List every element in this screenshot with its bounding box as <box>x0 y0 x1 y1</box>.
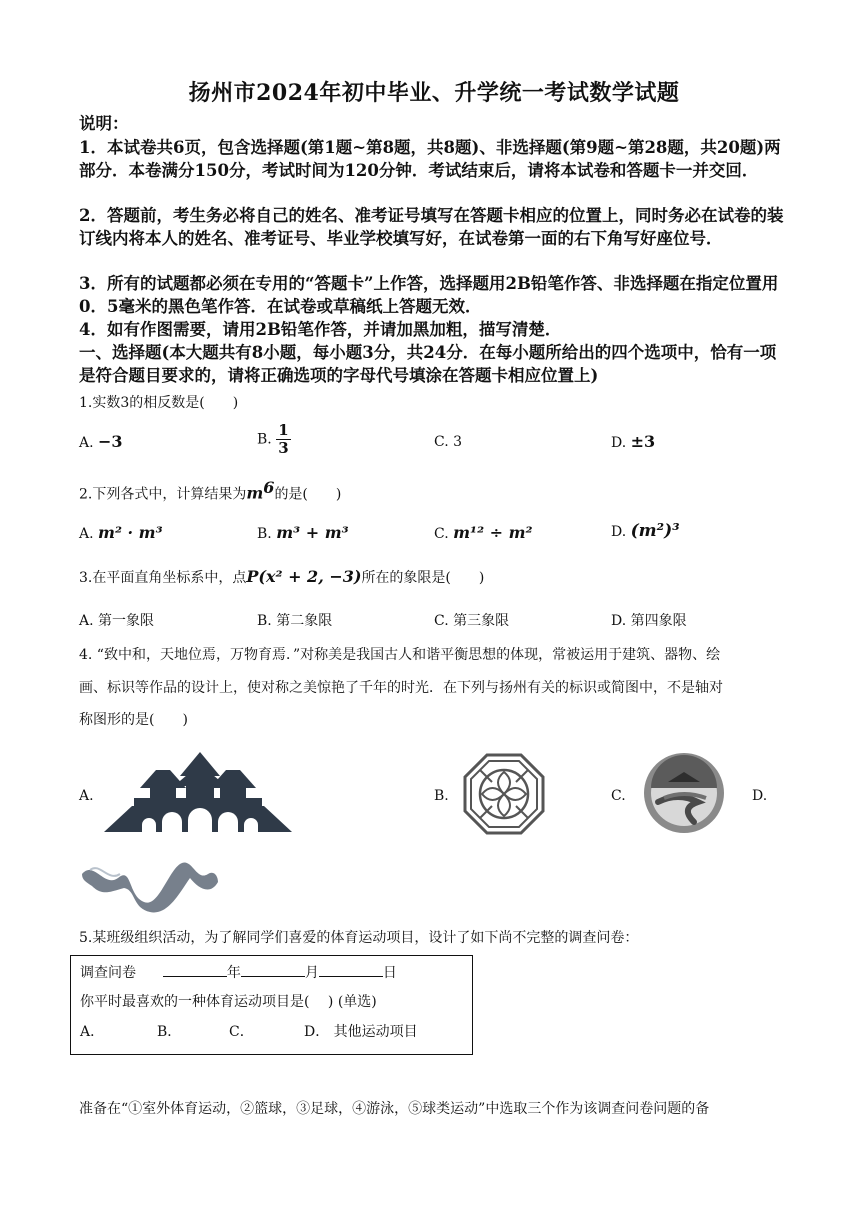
blank-day <box>319 962 383 977</box>
label-day: 日 <box>382 965 397 981</box>
q1-option-c: C. 3 <box>434 434 463 450</box>
survey-option-c: C． <box>229 1024 254 1040</box>
q1-option-a <box>79 432 123 451</box>
octagon-window-figure <box>462 752 546 836</box>
q1-option-d <box>611 432 655 451</box>
q3-stem-post: 所在的象限是( ) <box>361 570 485 586</box>
q1-d-value: ±3 <box>630 432 656 451</box>
survey-box <box>70 955 473 1055</box>
q3-stem <box>79 567 484 588</box>
circular-emblem-figure <box>638 750 730 836</box>
survey-option-b: B． <box>157 1024 182 1040</box>
q3-option-a: A. 第一象限 <box>79 613 155 629</box>
note-3: 3．所有的试题都必须在专用的“答题卡”上作答，选择题用2B铅笔作答、非选择题在指定位置用0．5毫米的黑色笔作答．在试卷或草稿纸上答题无效． <box>79 274 779 316</box>
q2-d-label: D. <box>611 524 627 540</box>
q1-option-b <box>257 422 291 457</box>
survey-option-a: A． <box>80 1024 105 1040</box>
q1-b-numerator: 1 <box>278 421 289 439</box>
q3-option-c: C. 第三象限 <box>434 613 510 629</box>
q2-a-label: A. <box>79 526 94 542</box>
note-2: 2．答题前，考生务必将自己的姓名、准考证号填写在答题卡相应的位置上，同时务必在试卷的装订线内将本人的姓名、准考证号、毕业学校填写好，在试卷第一面的右下角写好座位号． <box>79 206 784 248</box>
blank-month <box>241 962 305 977</box>
q2-c-label: C. <box>434 526 449 542</box>
q3-option-b: B. 第二象限 <box>257 613 333 629</box>
q2-stem <box>79 478 341 505</box>
q1-a-label: A. <box>79 435 94 451</box>
q3-stem-pre: 3.在平面直角坐标系中，点 <box>79 570 247 586</box>
survey-option-d: D． 其他运动项目 <box>304 1024 418 1040</box>
q4-option-b-label: B. <box>434 788 449 804</box>
q4-option-a-label: A. <box>79 788 94 804</box>
q3-stem-math: P(x² + 2, −3) <box>246 567 362 586</box>
blank-year <box>163 962 227 977</box>
page-title: 扬州市2024年初中毕业、升学统一考试数学试题 <box>188 80 680 106</box>
q2-option-d <box>611 521 680 541</box>
q2-d-value: (m²)³ <box>630 521 680 541</box>
q2-stem-exp: 6 <box>263 478 275 497</box>
q1-b-fraction <box>276 422 290 457</box>
q1-d-label: D. <box>611 435 627 451</box>
q5-bottom-line: 准备在“①室外体育运动，②篮球，③足球，④游泳，⑤球类运动”中选取三个作为该调查问卷问题的备 <box>79 1101 710 1117</box>
label-year: 年 <box>226 965 241 981</box>
q5-stem: 5.某班级组织活动，为了解同学们喜爱的体育运动项目，设计了如下尚不完整的调查问卷： <box>79 930 639 946</box>
q2-option-c <box>434 523 533 542</box>
survey-header <box>80 962 397 983</box>
q1-b-label: B. <box>257 431 272 448</box>
q2-c-value: m¹² ÷ m² <box>453 523 533 542</box>
q1-b-denominator: 3 <box>278 439 289 457</box>
label-month: 月 <box>304 965 319 981</box>
q3-option-d: D. 第四象限 <box>611 613 687 629</box>
q4-line-2: 画、标识等作品的设计上，使对称之美惊艳了千年的时光．在下列与扬州有关的标识或简图中，不是轴对 <box>79 680 723 696</box>
survey-title: 调查问卷 <box>80 965 136 981</box>
survey-question: 你平时最喜欢的一种体育运动项目是( ) (单选) <box>80 994 377 1010</box>
section-1-heading: 一、选择题(本大题共有8小题，每小题3分，共24分．在每小题所给出的四个选项中，恰有一项是符合题目要求的，请将正确选项的字母代号填涂在答题卡相应位置上) <box>79 343 777 385</box>
q4-option-d-label: D. <box>752 788 768 804</box>
notes-heading: 说明： <box>79 114 129 133</box>
q2-a-value: m² · m³ <box>98 523 163 542</box>
q4-option-c-label: C. <box>611 788 626 804</box>
q2-option-a <box>79 523 163 542</box>
q2-stem-math: m <box>246 483 264 503</box>
q2-stem-post: 的是( ) <box>274 486 342 503</box>
q4-line-1: 4. “致中和，天地位焉，万物育焉．”对称美是我国古人和谐平衡思想的体现，常被运用于建筑、器物、绘 <box>79 647 721 663</box>
q1-stem: 1.实数3的相反数是( ) <box>79 395 239 411</box>
q2-b-value: m³ + m³ <box>276 523 349 542</box>
q2-stem-pre: 2.下列各式中，计算结果为 <box>79 486 247 503</box>
q1-a-value: −3 <box>98 432 123 451</box>
note-4: 4．如有作图需要，请用2B铅笔作答，并请加黑加粗，描写清楚． <box>79 320 562 339</box>
note-1: 1．本试卷共6页，包含选择题(第1题~第8题，共8题)、非选择题(第9题~第28题，共20题)两部分．本卷满分150分，考试时间为120分钟．考试结束后，请将本试卷和答题卡一并交回． <box>79 138 781 180</box>
wave-figure <box>80 852 220 916</box>
pavilion-bridge-figure <box>104 748 292 834</box>
q4-line-3: 称图形的是( ) <box>79 712 188 728</box>
q2-b-label: B. <box>257 526 272 542</box>
q2-option-b <box>257 523 349 542</box>
